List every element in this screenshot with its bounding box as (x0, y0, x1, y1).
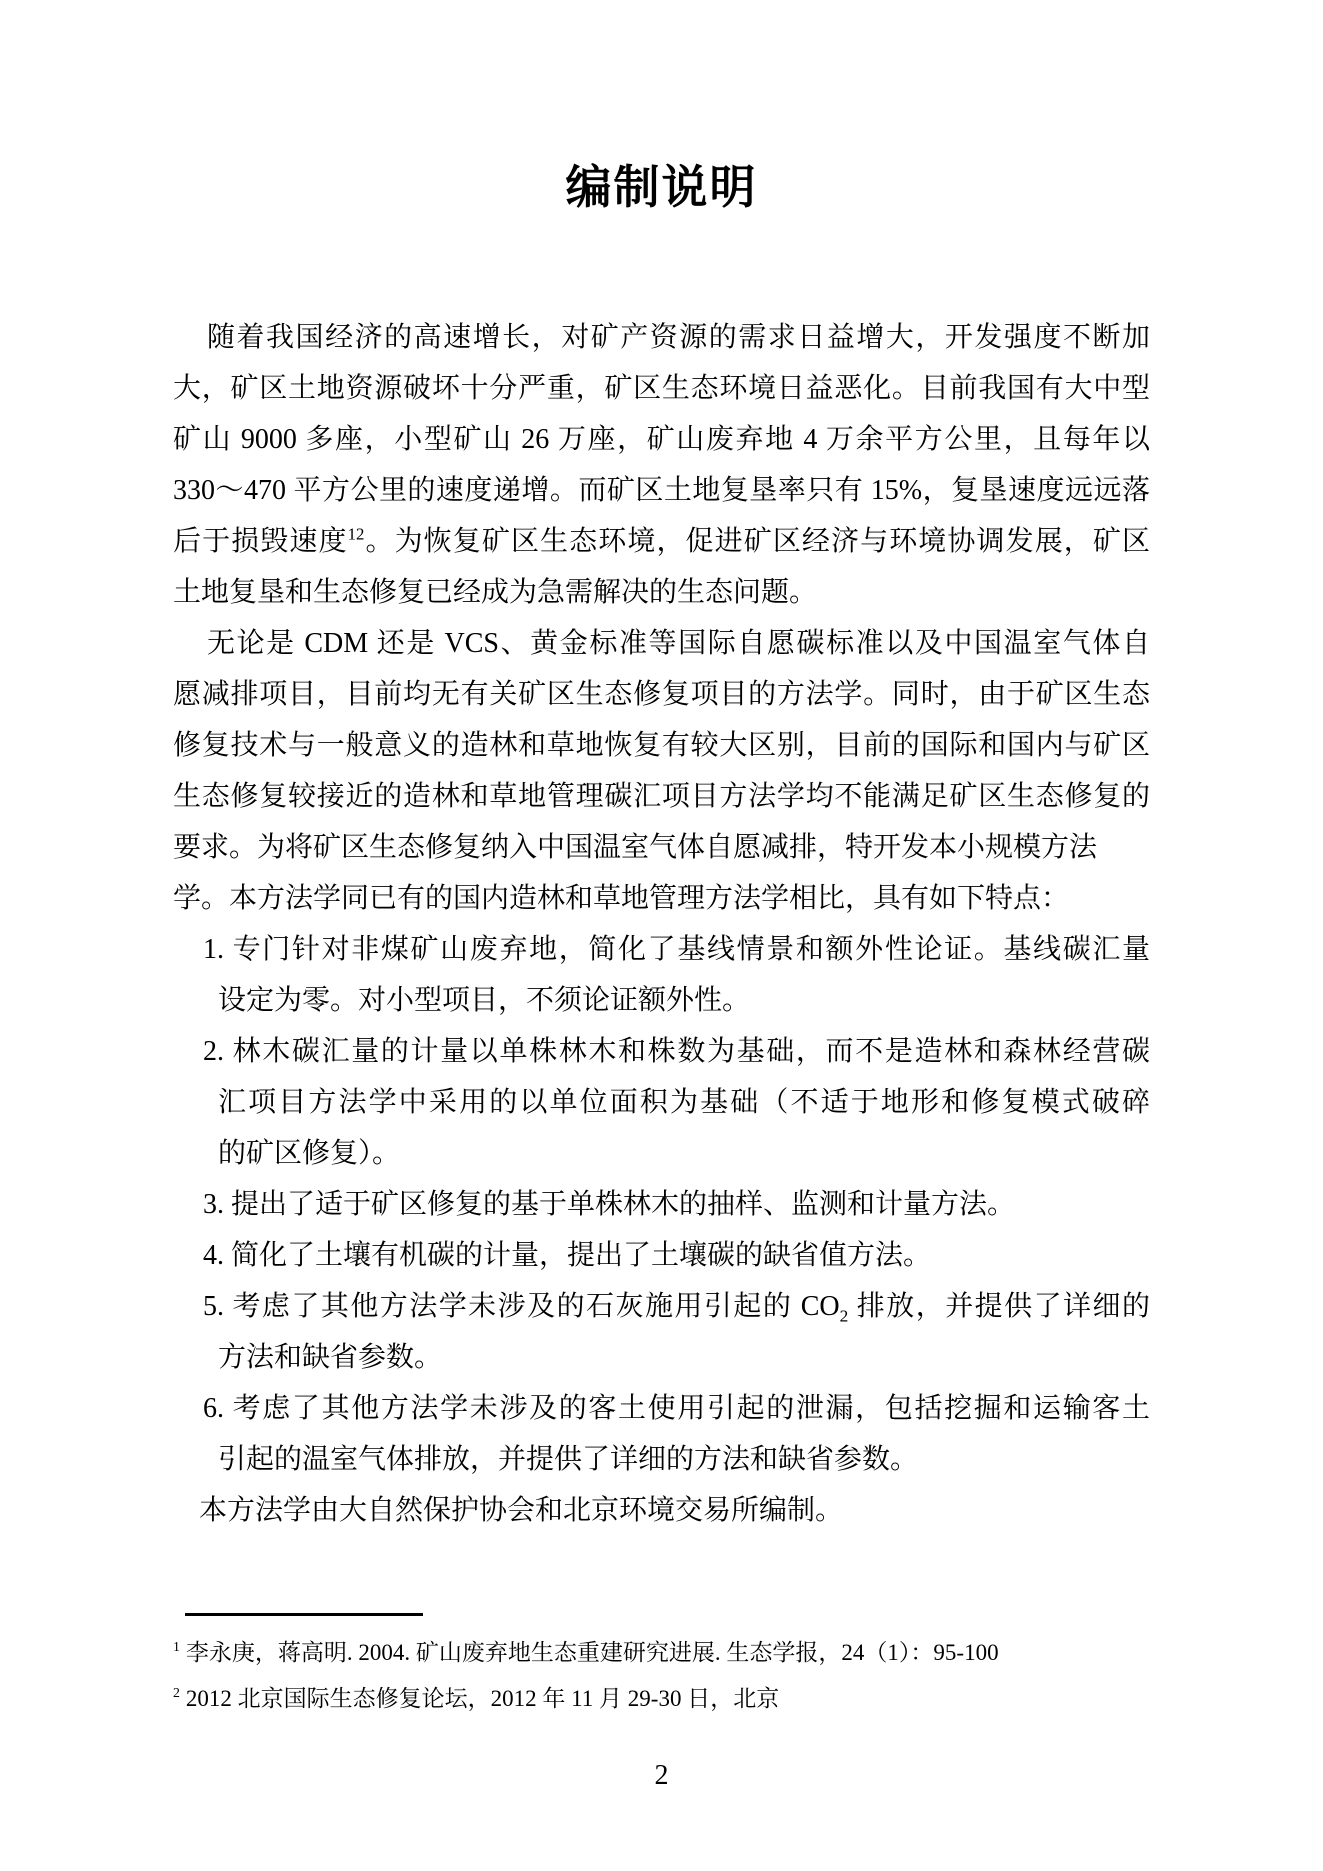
text-line: 的矿区修复）。 (218, 1138, 401, 1169)
document-body (173, 312, 1150, 1536)
footnote-marker: 2 (173, 1685, 180, 1701)
text-line: 引起的温室气体排放，并提供了详细的方法和缺省参数。 (218, 1444, 919, 1475)
text-line: 5. 考虑了其他方法学未涉及的石灰施用引起的 $CO_2$ 排放，并提供了详细的 (203, 1291, 1150, 1326)
text-line: 无论是 CDM 还是 VCS、黄金标准等国际自愿碳标准以及中国温室气体自 (207, 628, 1150, 659)
page-title: 编制说明 (565, 161, 758, 213)
text-line: 土地复垦和生态修复已经成为急需解决的生态问题。 (173, 577, 818, 608)
text-line: 修复技术与一般意义的造林和草地恢复有较大区别，目前的国际和国内与矿区 (173, 730, 1150, 761)
text-line: 矿山 9000 多座，小型矿山 26 万座，矿山废弃地 4 万余平方公里，且每年以 (173, 424, 1150, 455)
text-line: 6. 考虑了其他方法学未涉及的客土使用引起的泄漏，包括挖掘和运输客土 (203, 1393, 1150, 1424)
footnote-marker: 1 (173, 1639, 180, 1655)
text-line: 后于损毁速度$^{12}$。为恢复矿区生态环境，促进矿区经济与环境协调发展，矿区 (173, 524, 1150, 557)
footnotes (173, 1630, 1150, 1722)
text-line: 随着我国经济的高速增长，对矿产资源的需求日益增大，开发强度不断加 (207, 322, 1150, 353)
page-number: 2 (654, 1760, 669, 1791)
text-line: 2. 林木碳汇量的计量以单株林木和株数为基础，而不是造林和森林经营碳 (203, 1036, 1150, 1067)
text-line: 设定为零。对小型项目，不须论证额外性。 (218, 985, 751, 1016)
text-line: 汇项目方法学中采用的以单位面积为基础（不适于地形和修复模式破碎 (218, 1087, 1150, 1118)
text-line: 大，矿区土地资源破坏十分严重，矿区生态环境日益恶化。目前我国有大中型 (173, 373, 1150, 404)
text-line: 330～470 平方公里的速度递增。而矿区土地复垦率只有 15%，复垦速度远远落 (173, 475, 1150, 506)
subscript: 2 (839, 1306, 849, 1326)
text-line: 要求。为将矿区生态修复纳入中国温室气体自愿减排，特开发本小规模方法 (173, 832, 1098, 863)
footnote: $^1$ 李永庚，蒋高明. 2004. 矿山废弃地生态重建研究进展. 生态学报，24（1）：95-100 (173, 1639, 999, 1665)
text-line: 本方法学由大自然保护协会和北京环境交易所编制。 (199, 1495, 844, 1526)
footnote-separator (185, 1613, 423, 1616)
text-line: 1. 专门针对非煤矿山废弃地，简化了基线情景和额外性论证。基线碳汇量 (203, 934, 1150, 965)
text-line: 生态修复较接近的造林和草地管理碳汇项目方法学均不能满足矿区生态修复的 (173, 781, 1150, 812)
footnote-ref: 12 (347, 524, 365, 544)
footnote: $^2$ 2012 北京国际生态修复论坛，2012 年 11 月 29-30 日，北京 (173, 1685, 780, 1711)
text-line: 学。本方法学同已有的国内造林和草地管理方法学相比，具有如下特点： (173, 883, 1070, 914)
text-line: 方法和缺省参数。 (218, 1342, 443, 1373)
text-line: 4. 简化了土壤有机碳的计量，提出了土壤碳的缺省值方法。 (203, 1240, 932, 1271)
text-line: 3. 提出了适于矿区修复的基于单株林木的抽样、监测和计量方法。 (203, 1189, 1016, 1220)
text-line: 愿减排项目，目前均无有关矿区生态修复项目的方法学。同时，由于矿区生态 (173, 679, 1150, 710)
